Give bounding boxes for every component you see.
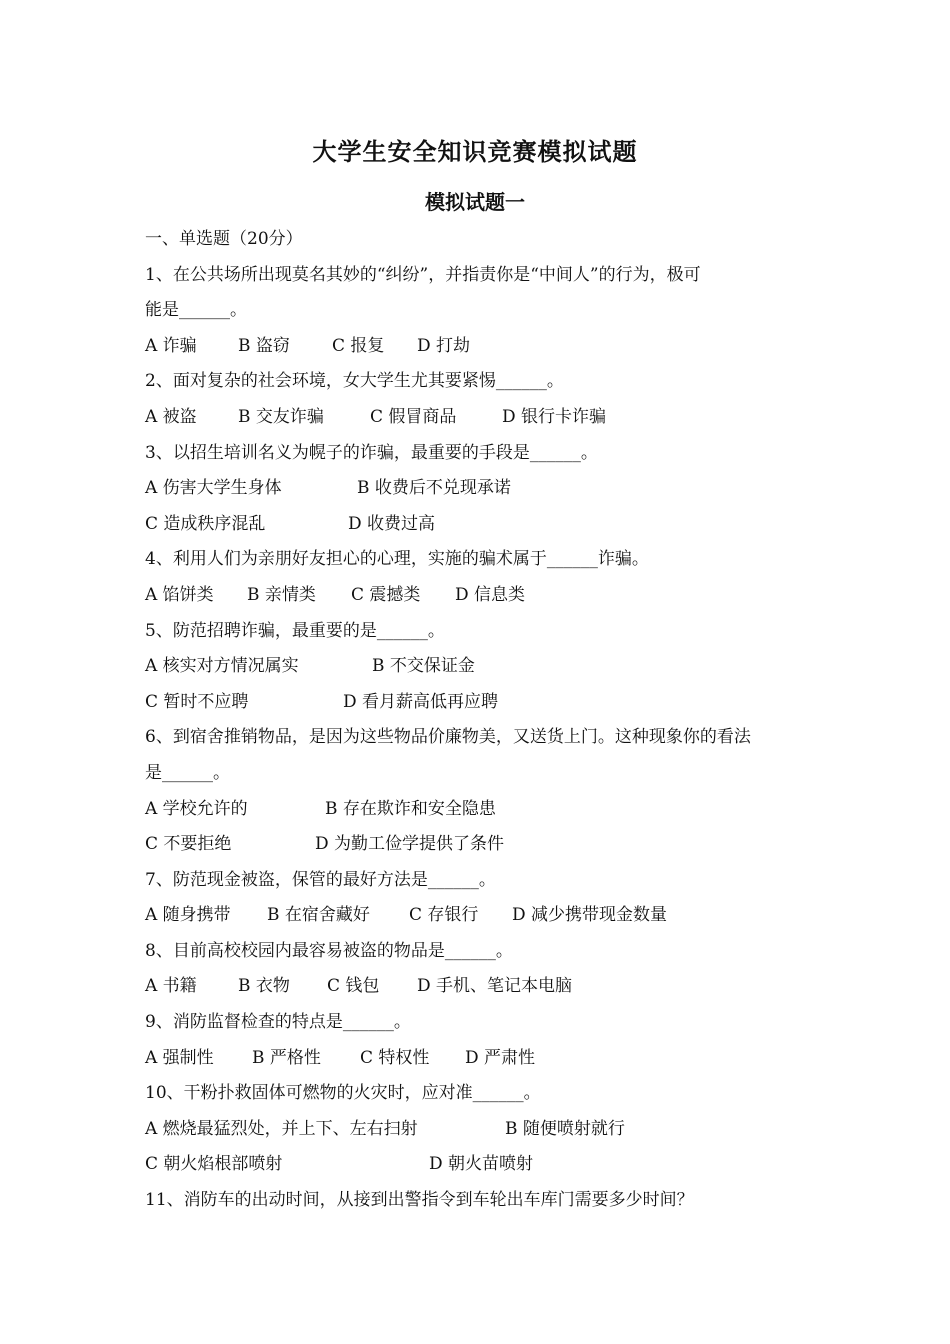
option-c: C 钱包 bbox=[327, 976, 380, 997]
question-3-options-row1 bbox=[145, 471, 825, 507]
option-c: C 造成秩序混乱 bbox=[145, 513, 266, 534]
question-3-options-row2 bbox=[145, 507, 825, 543]
question-9-text: 9、消防监督检查的特点是______。 bbox=[145, 1012, 411, 1033]
question-8-options bbox=[145, 969, 825, 1005]
question-4-text: 4、利用人们为亲朋好友担心的心理，实施的骗术属于______诈骗。 bbox=[145, 549, 649, 570]
option-d: D 看月薪高低再应聘 bbox=[343, 691, 499, 712]
document-title: 大学生安全知识竞赛模拟试题 bbox=[312, 137, 638, 166]
option-a: A 被盗 bbox=[145, 406, 197, 427]
option-a: A 书籍 bbox=[145, 976, 197, 997]
question-8-text: 8、目前高校校园内最容易被盗的物品是______。 bbox=[145, 940, 513, 961]
option-d: D 手机、笔记本电脑 bbox=[417, 976, 573, 997]
section-heading: 一、单选题（20分） bbox=[145, 229, 303, 249]
option-c: C 特权性 bbox=[360, 1047, 430, 1068]
question-6-text: 6、到宿舍推销物品，是因为这些物品价廉物美，又送货上门。这种现象你的看法 bbox=[145, 727, 751, 748]
question-10-options-row2 bbox=[145, 1147, 825, 1183]
option-a: A 燃烧最猛烈处，并上下、左右扫射 bbox=[145, 1118, 418, 1139]
question-5-options-row2 bbox=[145, 685, 825, 721]
option-a: A 随身携带 bbox=[145, 905, 231, 926]
question-1-options bbox=[145, 329, 825, 365]
question-4-options bbox=[145, 578, 825, 614]
option-b: B 亲情类 bbox=[247, 584, 316, 605]
question-1-text-continued: 能是______。 bbox=[145, 300, 247, 321]
option-d: D 严肃性 bbox=[465, 1047, 536, 1068]
question-7-text: 7、防范现金被盗，保管的最好方法是______。 bbox=[145, 869, 496, 890]
option-c: C 存银行 bbox=[409, 905, 479, 926]
question-1-text: 1、在公共场所出现莫名其妙的“纠纷”，并指责你是“中间人”的行为，极可 bbox=[145, 264, 701, 285]
option-a: A 核实对方情况属实 bbox=[145, 656, 299, 677]
option-c: C 报复 bbox=[332, 335, 385, 356]
option-b: B 衣物 bbox=[238, 976, 290, 997]
question-list bbox=[145, 222, 825, 1219]
option-d: D 减少携带现金数量 bbox=[512, 905, 668, 926]
question-5-text: 5、防范招聘诈骗，最重要的是______。 bbox=[145, 620, 445, 641]
question-6-options-row1 bbox=[145, 792, 825, 828]
option-c: C 朝火焰根部喷射 bbox=[145, 1154, 283, 1175]
option-d: D 朝火苗喷射 bbox=[429, 1154, 534, 1175]
option-d: D 收费过高 bbox=[348, 513, 436, 534]
option-c: C 震撼类 bbox=[351, 584, 421, 605]
question-6-options-row2 bbox=[145, 827, 825, 863]
option-c: C 假冒商品 bbox=[370, 406, 457, 427]
question-7-options bbox=[145, 898, 825, 934]
option-a: A 学校允许的 bbox=[145, 798, 248, 819]
option-c: C 不要拒绝 bbox=[145, 834, 232, 855]
option-a: A 馅饼类 bbox=[145, 584, 214, 605]
option-d: D 银行卡诈骗 bbox=[502, 406, 607, 427]
option-a: A 诈骗 bbox=[145, 335, 197, 356]
question-6-text-continued: 是______。 bbox=[145, 762, 230, 783]
option-c: C 暂时不应聘 bbox=[145, 691, 249, 712]
question-3-text: 3、以招生培训名义为幌子的诈骗，最重要的手段是______。 bbox=[145, 442, 598, 463]
option-b: B 在宿舍藏好 bbox=[267, 905, 370, 926]
option-b: B 存在欺诈和安全隐患 bbox=[325, 798, 496, 819]
question-2-text: 2、面对复杂的社会环境，女大学生尤其要紧惕______。 bbox=[145, 371, 564, 392]
option-d: D 为勤工俭学提供了条件 bbox=[315, 834, 505, 855]
option-a: A 伤害大学生身体 bbox=[145, 478, 282, 499]
question-9-options bbox=[145, 1041, 825, 1077]
document-subtitle: 模拟试题一 bbox=[425, 190, 525, 214]
option-d: D 信息类 bbox=[455, 584, 526, 605]
option-b: B 交友诈骗 bbox=[238, 406, 324, 427]
option-b: B 不交保证金 bbox=[372, 656, 475, 677]
option-b: B 收费后不兑现承诺 bbox=[357, 478, 511, 499]
option-b: B 盗窃 bbox=[238, 335, 290, 356]
option-a: A 强制性 bbox=[145, 1047, 214, 1068]
question-10-options-row1 bbox=[145, 1112, 825, 1148]
question-5-options-row1 bbox=[145, 649, 825, 685]
option-d: D 打劫 bbox=[417, 335, 471, 356]
question-2-options bbox=[145, 400, 825, 436]
question-11-text: 11、消防车的出动时间，从接到出警指令到车轮出车库门需要多少时间？ bbox=[145, 1190, 694, 1211]
question-10-text: 10、干粉扑救固体可燃物的火灾时，应对准______。 bbox=[145, 1083, 541, 1104]
option-b: B 随便喷射就行 bbox=[505, 1118, 625, 1139]
option-b: B 严格性 bbox=[252, 1047, 321, 1068]
